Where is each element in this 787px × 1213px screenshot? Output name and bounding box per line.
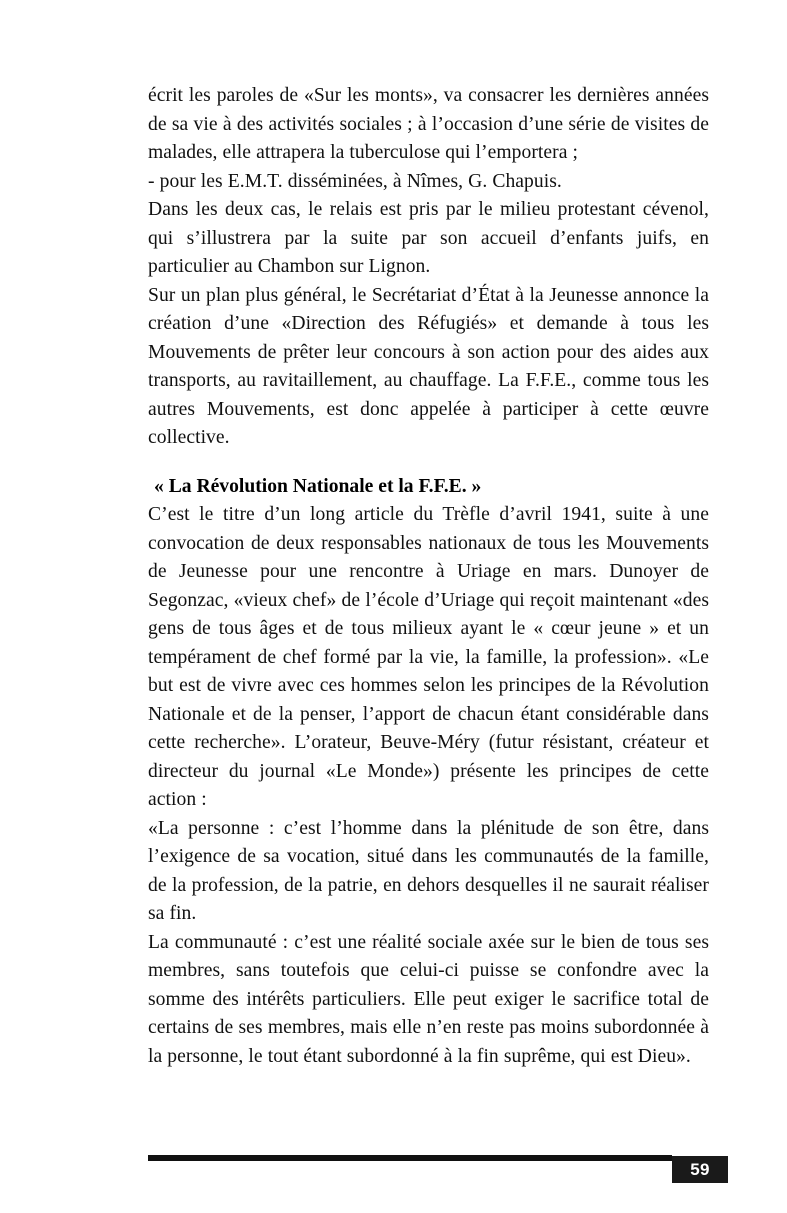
page-footer	[148, 1155, 728, 1195]
page-number-label: 59	[690, 1160, 710, 1179]
body-paragraph-6: «La personne : c’est l’homme dans la plénitude de son être, dans l’exigence de sa vocation, situé dans les communautés de la famille, de la profession, de la patrie, en dehors desquelles il ne saurait réaliser sa fin.	[148, 817, 709, 924]
body-paragraph-3: Dans les deux cas, le relais est pris par le milieu protestant cévenol, qui s’illustrera par la suite par son accueil d’enfants juifs, en particulier au Chambon sur Lignon.	[148, 199, 709, 277]
section-heading-revolution-nationale: « La Révolution Nationale et la F.F.E. »	[154, 475, 482, 497]
body-paragraph-5: C’est le titre d’un long article du Trèfle d’avril 1941, suite à une convocation de deux responsables nationaux de tous les Mouvements de Jeunesse pour une rencontre à Uriage en mars. Dunoyer de Segonzac, «vieux chef» de l’école d’Uriage qui reçoit maintenant «des gens de tous âges et de tous milieux ayant le « cœur jeune » et un tempérament de chef formé par la vie, la famille, la profession». «Le but est de vivre avec ces hommes selon les principes de la Révolution Nationale et de la penser, l’apport de chacun étant considérable dans cette recherche». L’orateur, Beuve-Méry (futur résistant, créateur et directeur du journal «Le Monde») présente les principes de cette action :	[148, 504, 709, 810]
page-number-badge	[672, 1156, 728, 1183]
footer-divider-rule	[148, 1155, 672, 1161]
body-text-column	[148, 82, 709, 1071]
body-paragraph-4: Sur un plan plus général, le Secrétariat d’État à la Jeunesse annonce la création d’une «Direction des Réfugiés» et demande à tous les Mouvements de prêter leur concours à son action pour des aides aux transports, au ravitaillement, au chauffage. La F.F.E., comme tous les autres Mouvements, est donc appelée à participer à cette œuvre collective.	[148, 284, 709, 448]
body-paragraph-1: écrit les paroles de «Sur les monts», va consacrer les dernières années de sa vie à des activités sociales ; à l’occasion d’une série de visites de malades, elle attrapera la tuberculose qui l’emportera ;	[148, 85, 709, 163]
body-paragraph-7: La communauté : c’est une réalité sociale axée sur le bien de tous ses membres, sans toutefois que celui-ci puisse se confondre avec la somme des intérêts particuliers. Elle peut exiger le sacrifice total de certains de ses membres, mais elle n’en reste pas moins subordonnée à la personne, le tout étant subordonné à la fin suprême, qui est Dieu».	[148, 931, 709, 1067]
body-paragraph-2: - pour les E.M.T. disséminées, à Nîmes, G. Chapuis.	[148, 170, 562, 192]
